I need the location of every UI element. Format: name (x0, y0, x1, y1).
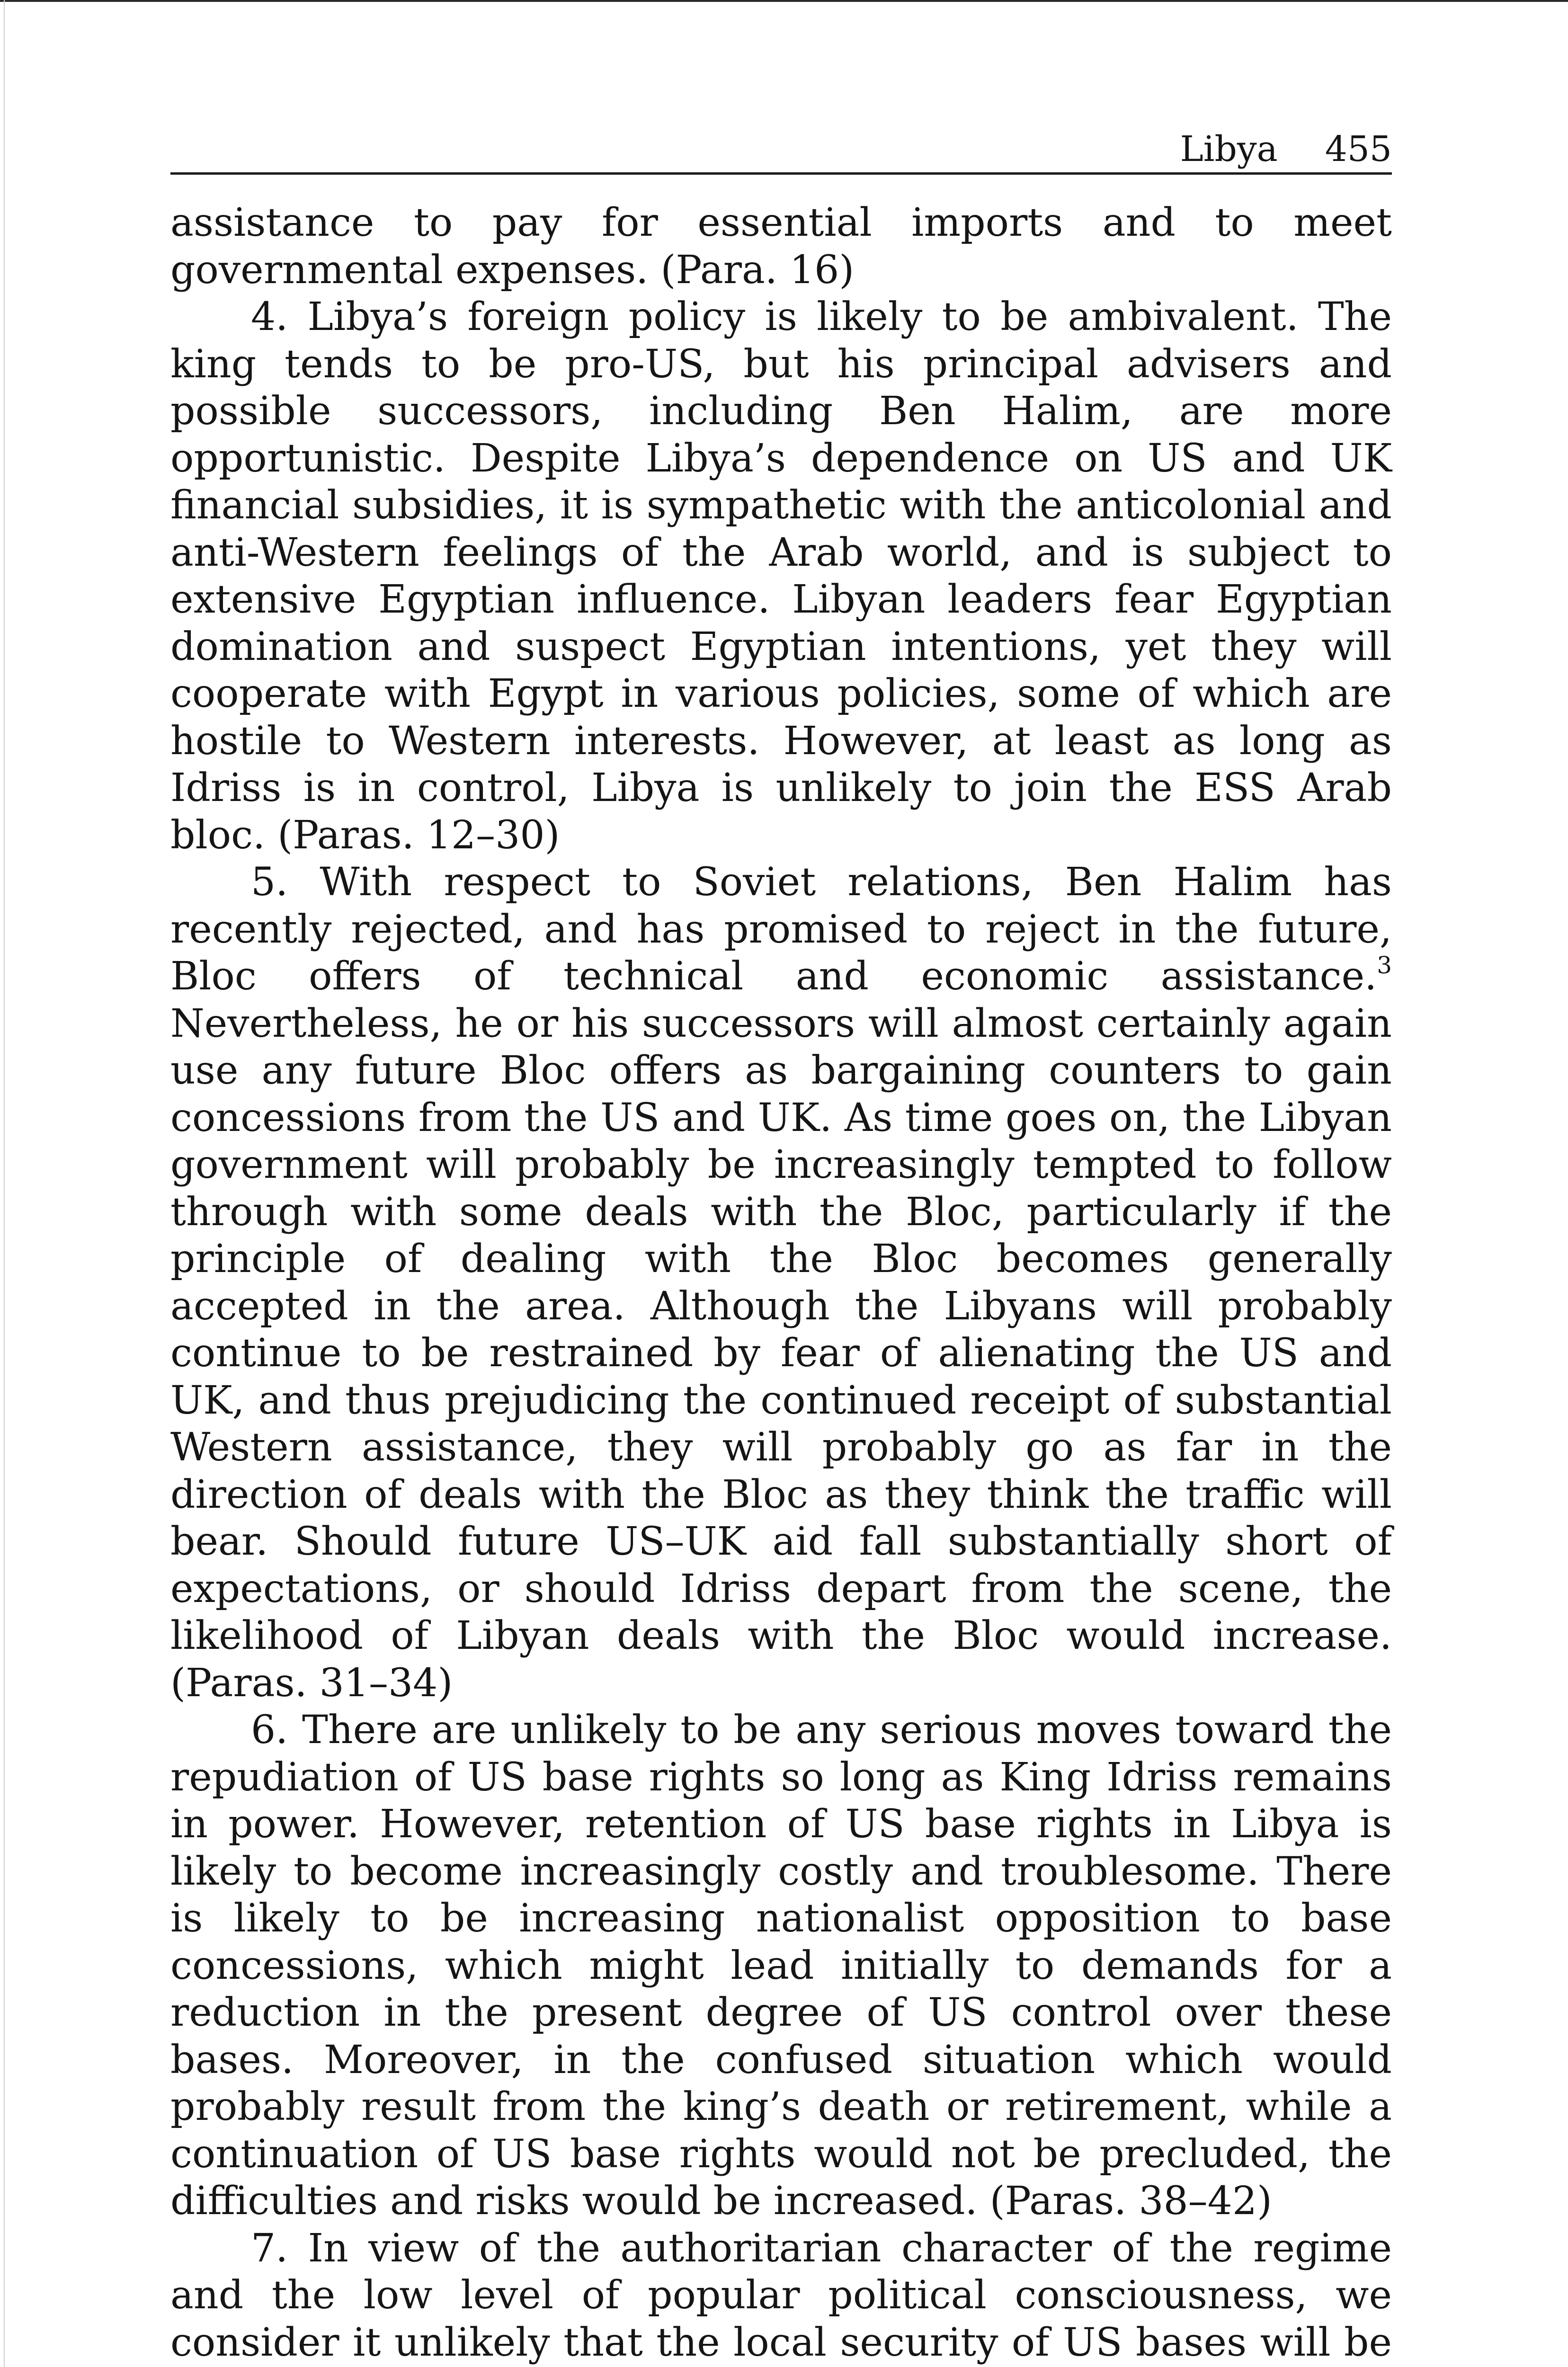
running-title: Libya (1180, 129, 1278, 169)
paragraph-5 (170, 859, 1392, 1707)
paragraph-5-text-before-note: 5. With respect to Soviet relations, Ben Halim has recently rejected, and has promised to reject in the future, Bloc offers of technical and economic assistance. (170, 860, 1392, 999)
running-header (170, 128, 1392, 175)
paragraph-6: 6. There are unlikely to be any serious moves toward the repudiation of US base rights so long as King Idriss remains in power. However, retention of US base rights in Libya is likely to become increasingly costly and troublesome. There is likely to be increasing nationalist opposition to base concessions, which might lead initially to demands for a reduction in the present degree of US control over these bases. Moreover, in the confused situation which would probably result from the king’s death or retirement, while a continuation of US base rights would not be precluded, the difficulties and risks would be increased. (Paras. 38–42) (170, 1708, 1392, 2224)
document-page (170, 128, 1392, 2367)
page-number: 455 (1325, 129, 1392, 169)
paragraph-7: 7. In view of the authoritarian character of the regime and the low level of popular political consciousness, we consider it unlikely that the local security of US bases will be (170, 2225, 1392, 2365)
scan-left-edge (4, 0, 5, 2367)
paragraph-4: 4. Libya’s foreign policy is likely to be ambivalent. The king tends to be pro-US, but his principal advisers and possible successors, including Ben Halim, are more opportunistic. Despite Libya’s dependence on US and UK financial subsidies, it is sympathetic with the anticolonial and anti-Western feelings of the Arab world, and is subject to extensive Egyptian influence. Libyan leaders fear Egyptian domination and suspect Egyptian intentions, yet they will cooperate with Egypt in various policies, some of which are hostile to Western interests. However, at least as long as Idriss is in control, Libya is unlikely to join the ESS Arab bloc. (Paras. 12–30) (170, 294, 1392, 858)
footnote-reference: 3 (1377, 951, 1392, 979)
scan-top-edge (0, 0, 1568, 2)
paragraph-5-text-after-note: Nevertheless, he or his successors will almost certainly again use any future Bloc offers as bargaining counters to gain concessions from the US and UK. As time goes on, the Libyan government will probably be increasingly tempted to follow through with some deals with the Bloc, particularly if the principle of dealing with the Bloc becomes generally accepted in the area. Although the Libyans will probably continue to be restrained by fear of alienating the US and UK, and thus prejudicing the continued receipt of substantial Western assistance, they will probably go as far in the direction of deals with the Bloc as they think the traffic will bear. Should future US–UK aid fall substantially short of expectations, or should Idriss depart from the scene, the likelihood of Libyan deals with the Bloc would increase. (Paras. 31–34) (170, 1001, 1392, 1706)
paragraph-continuation: assistance to pay for essential imports and to meet governmental expenses. (Para. 16) (170, 200, 1392, 293)
body-text (170, 199, 1392, 2367)
